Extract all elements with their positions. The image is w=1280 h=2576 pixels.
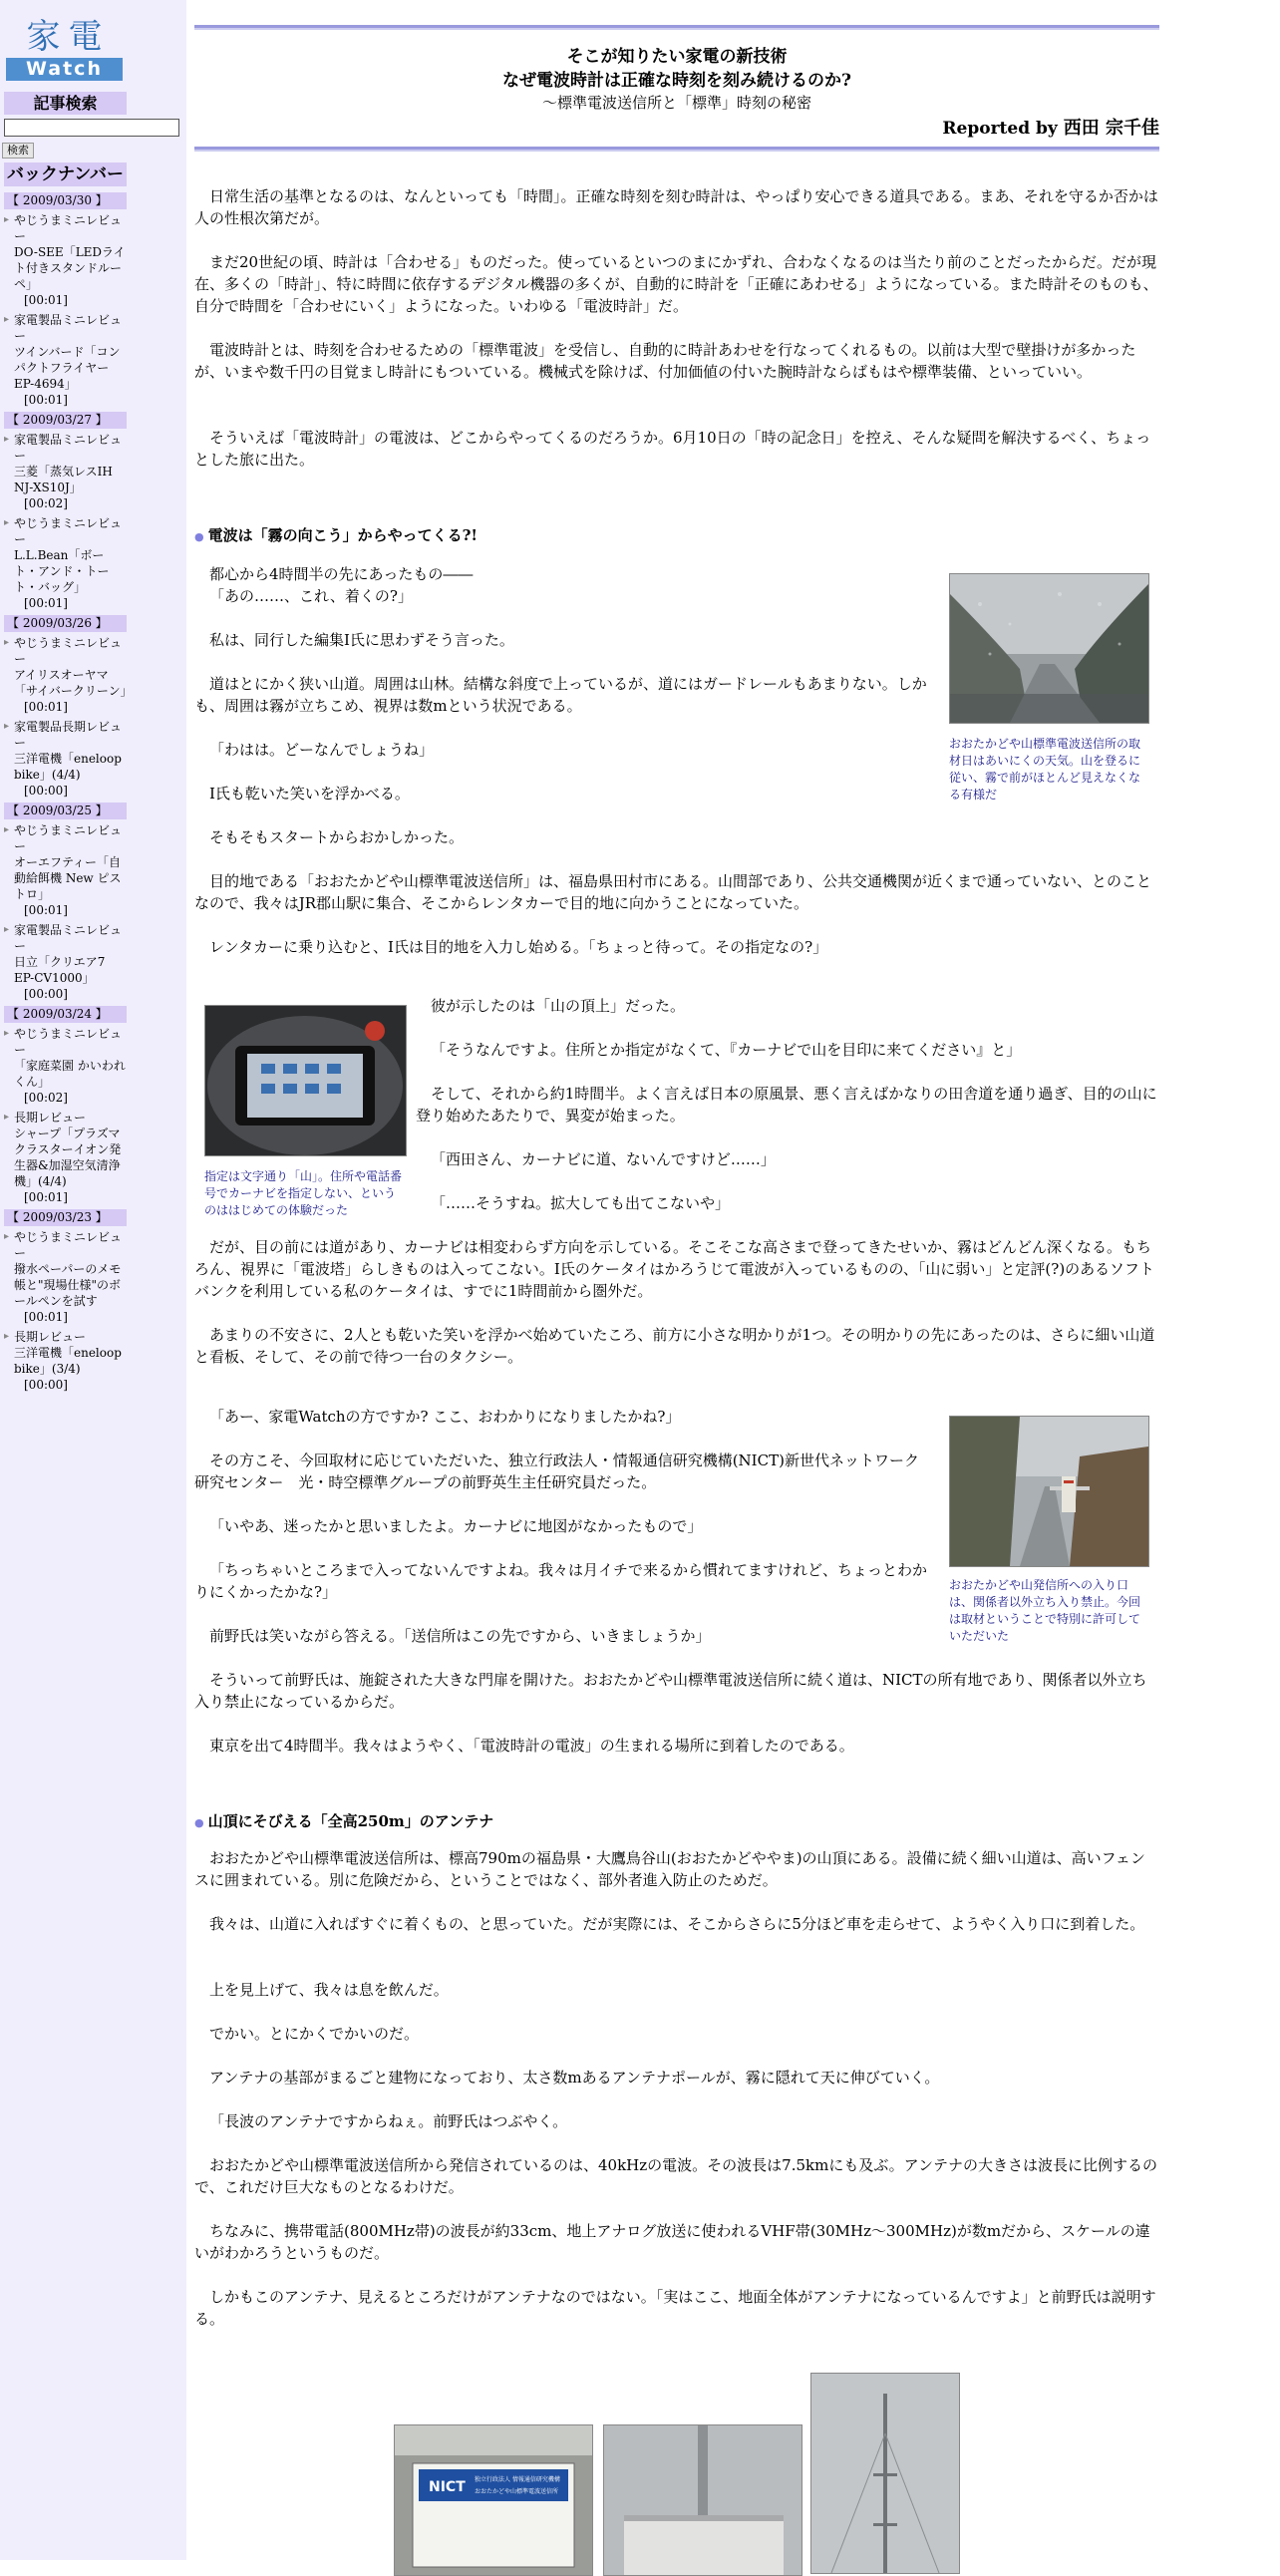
- fog-road-image: [950, 574, 1148, 723]
- logo-kanji-2: 電: [68, 17, 103, 57]
- backnumber-link[interactable]: [14, 515, 127, 595]
- backnumber-link-text: 家電製品ミニレビュー: [14, 923, 123, 953]
- paragraph: I氏も乾いた笑いを浮かべる。: [209, 785, 410, 803]
- paragraph: だが、目の前には道があり、カーナビは相変わらず方向を示している。そこそこな高さまで登ってきたせいか、霧はどんどん深くなる。もちろん、視界に「電波塔」らしきものは入ってこない。I氏のケータイはかろうじて電波が入っているものの、「山に弱い」と定評(?)のあるソフトバンクを利用している私のケータイは、すでに1時間前から圏外だ。: [194, 1238, 1154, 1300]
- backnumber-link[interactable]: [14, 719, 127, 783]
- byline: [942, 114, 1159, 140]
- paragraph: あまりの不安さに、2人とも乾いた笑いを浮かべ始めていたころ、前方に小さな明かりが1つ。その明かりの先にあったのは、さらに細い山道と看板、そして、その前で待つ一台のタクシー。: [194, 1326, 1155, 1366]
- backnumber-link-text: 長期レビュー: [14, 1330, 87, 1344]
- backnumber-link-text: L.L.Bean「ボート・アンド・トート・バッグ」: [14, 548, 110, 594]
- backnumber-date: 【 2009/03/27 】: [4, 412, 127, 429]
- paragraph: 前野氏は笑いながら答える。「送信所はこの先ですから、いきましょうか」: [209, 1627, 711, 1645]
- paragraph: でかい。とにかくでかいのだ。: [209, 2025, 420, 2043]
- backnumber-link[interactable]: [14, 1229, 127, 1309]
- bullet-icon: ▸: [4, 1231, 10, 1242]
- caption-fog-road: おおたかどや山標準電波送信所の取材日はあいにくの天気。山を登るに従い、霧で前がほとんど見えなくなる有様だ: [949, 737, 1141, 802]
- photo-building[interactable]: [603, 2424, 802, 2576]
- paragraph: そういえば「電波時計」の電波は、どこからやってくるのだろうか。6月10日の「時の記念日」を控え、そんな疑問を解決するべく、ちょっとした旅に出た。: [194, 429, 1151, 469]
- backnumber-link-text: ツインバード「コンパクトフライヤー EP-4694」: [14, 345, 121, 391]
- paragraph: おおたかどや山標準電波送信所は、標高790mの福島県・大鷹鳥谷山(おおたかどややま)の山頂にある。設備に続く細い山道は、高いフェンスに囲まれている。別に危険だから、ということではなく、部外者進入防止のためだ。: [194, 1849, 1145, 1889]
- bullet-icon: ▸: [4, 517, 10, 528]
- paragraph: そして、それから約1時間半。よく言えば日本の原風景、悪く言えばかなりの田舎道を通り過ぎ、目的の山に登り始めたあたりで、異変が始まった。: [416, 1085, 1157, 1125]
- backnumber-link[interactable]: [14, 635, 133, 699]
- paragraph: 私は、同行した編集I氏に思わずそう言った。: [209, 631, 514, 649]
- photo-car-nav[interactable]: [204, 1005, 407, 1156]
- backnumber-link-text: 三菱「蒸気レスIH NJ-XS10J」: [14, 465, 113, 494]
- backnumber-link-text: やじうまミニレビュー: [14, 1230, 123, 1260]
- paragraph: 「あの……、これ、着くの?」: [209, 587, 413, 605]
- backnumber-time: [00:02]: [24, 1091, 68, 1105]
- header-rule-bottom: [194, 147, 1159, 152]
- paragraph: 上を見上げて、我々は息を飲んだ。: [209, 1981, 449, 1999]
- backnumber-date: 【 2009/03/30 】: [4, 192, 127, 209]
- photo-gate[interactable]: [949, 1416, 1149, 1567]
- nict-sign-line2: おおたかどや山標準電波送信所: [475, 2488, 559, 2495]
- logo-watch: Watch: [6, 58, 123, 81]
- backnumber-date: 【 2009/03/24 】: [4, 1006, 127, 1023]
- backnumber-date: 【 2009/03/25 】: [4, 803, 127, 819]
- gate-image: [950, 1417, 1148, 1566]
- paragraph: 「長波のアンテナですからねぇ。前野氏はつぶやく。: [209, 2112, 568, 2130]
- backnumber-link[interactable]: [14, 432, 127, 495]
- backnumber-time: [00:00]: [24, 987, 68, 1001]
- backnumber-link[interactable]: [14, 1110, 127, 1189]
- paragraph: 目的地である「おおたかどや山標準電波送信所」は、福島県田村市にある。山間部であり、公共交通機関が近くまで通っていない、とのことなので、我々はJR郡山駅に集合、そこからレンタカーで目的地に向かうことになっていた。: [194, 872, 1152, 912]
- paragraph: そもそもスタートからおかしかった。: [209, 828, 465, 846]
- backnumber-time: [00:01]: [24, 293, 68, 307]
- paragraph: ちなみに、携帯電話(800MHz帯)の波長が約33cm、地上アナログ放送に使われるVHF帯(30MHz～300MHz)が数mだから、スケールの違いがわかろうというものだ。: [194, 2222, 1150, 2262]
- backnumber-item: [4, 1229, 127, 1325]
- bullet-icon: ▸: [4, 1028, 10, 1039]
- title-line1: そこが知りたい家電の新技術: [566, 47, 788, 67]
- paragraph: 都心から4時間半の先にあったもの――: [209, 565, 474, 583]
- backnumber-link-text: シャープ「プラズマクラスターイオン発生器&加湿空気清浄機」(4/4): [14, 1127, 122, 1188]
- bullet-icon: ▸: [4, 637, 10, 648]
- backnumber-item: [4, 212, 127, 308]
- author-name: 西田 宗千佳: [1063, 118, 1159, 139]
- backnumber-item: [4, 312, 127, 408]
- subtitle: ～標準電波送信所と「標準」時刻の秘密: [541, 94, 811, 112]
- car-nav-image: [205, 1006, 406, 1155]
- paragraph: 「いやあ、迷ったかと思いましたよ。カーナビに地図がなかったもので」: [209, 1517, 703, 1535]
- photo-fog-road[interactable]: [949, 573, 1149, 724]
- paragraph: 日常生活の基準となるのは、なんといっても「時間」。正確な時刻を刻む時計は、やっぱり安心できる道具である。まあ、それを守るか否かは人の性根次第だが。: [194, 187, 1158, 227]
- backnumber-time: [00:00]: [24, 1378, 68, 1392]
- paragraph: そういって前野氏は、施錠された大きな門扉を開けた。おおたかどや山標準電波送信所に続く道は、NICTの所有地であり、関係者以外立ち入り禁止になっているからだ。: [194, 1671, 1147, 1711]
- bullet-icon: ▸: [4, 924, 10, 935]
- paragraph: おおたかどや山標準電波送信所から発信されているのは、40kHzの電波。その波長は7.5kmにも及ぶ。アンテナの大きさは波長に比例するので、これだけ巨大なものとなるわけだ。: [194, 2156, 1158, 2196]
- site-logo[interactable]: [6, 16, 123, 81]
- backnumber-date: 【 2009/03/26 】: [4, 615, 127, 632]
- paragraph: 「あー、家電Watchの方ですか? ここ、おわかりになりましたかね?」: [209, 1408, 681, 1426]
- backnumber-link-text: やじうまミニレビュー: [14, 516, 123, 546]
- nict-sign-line1: 独立行政法人 情報通信研究機構: [475, 2476, 560, 2483]
- paragraph: 「そうなんですよ。住所とか指定がなくて、『カーナビで山を目印に来てください』と」: [431, 1041, 1022, 1059]
- paragraph: 我々は、山道に入ればすぐに着くもの、と思っていた。だが実際には、そこからさらに5分ほど車を走らせて、ようやく入り口に到着した。: [209, 1915, 1145, 1933]
- backnumber-date: 【 2009/03/23 】: [4, 1209, 127, 1226]
- backnumber-item: [4, 922, 127, 1002]
- backnumber-link[interactable]: [14, 312, 127, 392]
- logo-kanji-1: 家: [26, 17, 61, 57]
- backnumber-time: [00:01]: [24, 700, 68, 714]
- sidebar: [0, 0, 186, 2560]
- backnumber-item: [4, 635, 133, 715]
- caption-car-nav: 指定は文字通り「山」。住所や電話番号でカーナビを指定しない、というのははじめての体験だった: [204, 1169, 403, 1217]
- backnumber-link-text: 家電製品ミニレビュー: [14, 313, 123, 343]
- paragraph: 彼が示したのは「山の頂上」だった。: [431, 997, 686, 1015]
- paragraph: 「……そうすね。拡大しても出てこないや」: [431, 1194, 731, 1212]
- building-image: [604, 2425, 801, 2575]
- search-input[interactable]: [4, 119, 179, 137]
- search-button[interactable]: 検索: [2, 143, 34, 159]
- backnumber-link-text: やじうまミニレビュー: [14, 823, 123, 853]
- backnumber-item: [4, 1110, 127, 1205]
- backnumber-link-text: アイリスオーヤマ「サイバークリーン」: [14, 668, 133, 698]
- backnumber-time: [00:01]: [24, 393, 68, 407]
- backnumber-time: [00:00]: [24, 784, 68, 798]
- paragraph: 「ちっちゃいところまで入ってないんですよね。我々は月イチで来るから慣れてますけれど、ちょっとわかりにくかったかな?」: [194, 1561, 928, 1601]
- backnumber-time: [00:01]: [24, 1190, 68, 1204]
- paragraph: 電波時計とは、時刻を合わせるための「標準電波」を受信し、自動的に時計あわせを行なってくれるもの。以前は大型で壁掛けが多かったが、いまや数千円の目覚まし時計にもついている。機械式を除けば、付加価値の付いた腕時計ならばもはや標準装備、といっていい。: [194, 341, 1136, 381]
- paragraph: 東京を出て4時間半。我々はようやく、「電波時計の電波」の生まれる場所に到着したのである。: [209, 1737, 854, 1755]
- backnumber-link-text: 三洋電機「eneloop bike」(4/4): [14, 752, 122, 782]
- photo-antenna[interactable]: [810, 2373, 960, 2574]
- backnumber-link-text: 家電製品ミニレビュー: [14, 433, 123, 463]
- paragraph: 「西田さん、カーナビに道、ないんですけど……」: [431, 1150, 776, 1168]
- caption-gate: おおたかどや山発信所への入り口は、関係者以外立ち入り禁止。今回は取材ということで特別に許可していただいた: [949, 1578, 1141, 1643]
- bullet-icon: ▸: [4, 434, 10, 445]
- paragraph: 「わはは。どーなんでしょうね」: [209, 741, 435, 759]
- backnumber-link-text: 家電製品長期レビュー: [14, 720, 123, 750]
- backnumber-item: [4, 515, 127, 611]
- backnumber-link-text: 「家庭菜園 かいわれくん」: [14, 1059, 126, 1089]
- bullet-icon: ▸: [4, 1112, 10, 1123]
- nict-sign-logo: NICT: [429, 2479, 466, 2495]
- backnumber-link-text: 三洋電機「eneloop bike」(3/4): [14, 1346, 122, 1376]
- paragraph: 道はとにかく狭い山道。周囲は山林。結構な斜度で上っているが、道にはガードレールもあまりない。しかも、周囲は霧が立ちこめ、視界は数mという状況である。: [194, 675, 927, 715]
- backnumber-link-text: やじうまミニレビュー: [14, 636, 123, 666]
- backnumber-link-text: 長期レビュー: [14, 1111, 87, 1125]
- backnumber-time: [00:01]: [24, 903, 68, 917]
- backnumber-link-text: オーエフティー「自動給餌機 New ピストロ」: [14, 855, 122, 901]
- backnumber-link[interactable]: [14, 1026, 127, 1090]
- backnumber-item: [4, 1329, 127, 1393]
- bullet-icon: ▸: [4, 721, 10, 732]
- backnumber-link-text: やじうまミニレビュー: [14, 1027, 123, 1057]
- paragraph: その方こそ、今回取材に応じていただいた、独立行政法人・情報通信研究機構(NICT)新世代ネットワーク研究センター 光・時空標準グループの前野英生主任研究員だった。: [194, 1451, 919, 1491]
- backnumber-time: [00:01]: [24, 596, 68, 610]
- paragraph: レンタカーに乗り込むと、I氏は目的地を入力し始める。「ちょっと待って。その指定なの?」: [209, 938, 828, 956]
- backnumber-link-text: 日立「クリエア7 EP-CV1000」: [14, 955, 106, 985]
- backnumber-link-text: 撥水ペーパーのメモ帳と"現場仕様"のボールペンを試す: [14, 1262, 122, 1308]
- section-heading: ● 電波は「霧の向こう」からやってくる?!: [194, 526, 478, 544]
- backnumber-link-text: やじうまミニレビュー: [14, 213, 123, 243]
- section-heading: ● 山頂にそびえる「全高250m」のアンテナ: [194, 1812, 494, 1830]
- backnumber-item: [4, 432, 127, 511]
- byline-label: Reported by: [942, 119, 1058, 139]
- backnumber-item: [4, 719, 127, 799]
- bullet-icon: ▸: [4, 1331, 10, 1342]
- paragraph: アンテナの基部がまるごと建物になっており、太さ数mあるアンテナポールが、霧に隠れて天に伸びていく。: [209, 2069, 940, 2087]
- backnumber-heading: バックナンバー: [4, 162, 127, 186]
- bullet-icon: ▸: [4, 214, 10, 225]
- backnumber-link-text: DO-SEE「LEDライト付きスタンドルーペ」: [14, 245, 126, 291]
- backnumber-link[interactable]: [14, 212, 127, 292]
- search-heading: 記事検索: [4, 92, 127, 115]
- paragraph: まだ20世紀の頃、時計は「合わせる」ものだった。使っているといつのまにかずれ、合わなくなるのは当たり前のことだったからだ。だが現在、多くの「時計」、特に時間に依存するデジタル機器の多くが、自動的に時計を「正確にあわせる」ようになっている。また時計そのものも、自分で時間を「合わせにいく」ようになった。いわゆる「電波時計」だ。: [194, 253, 1158, 315]
- nict-sign-image: [395, 2425, 592, 2575]
- bullet-icon: ▸: [4, 314, 10, 325]
- backnumber-link[interactable]: [14, 1329, 127, 1377]
- paragraph: しかもこのアンテナ、見えるところだけがアンテナなのではない。「実はここ、地面全体がアンテナになっているんですよ」と前野氏は説明する。: [194, 2288, 1156, 2328]
- backnumber-time: [00:01]: [24, 1310, 68, 1324]
- header-rule-top: [194, 25, 1159, 30]
- antenna-image: [811, 2374, 959, 2573]
- backnumber-list: [4, 189, 133, 1397]
- photo-nict-sign[interactable]: [394, 2424, 593, 2576]
- backnumber-link[interactable]: [14, 922, 127, 986]
- backnumber-item: [4, 1026, 127, 1106]
- backnumber-time: [00:02]: [24, 496, 68, 510]
- backnumber-item: [4, 822, 127, 918]
- backnumber-link[interactable]: [14, 822, 127, 902]
- bullet-icon: ▸: [4, 824, 10, 835]
- page-title: なぜ電波時計は正確な時刻を刻み続けるのか?: [502, 71, 851, 91]
